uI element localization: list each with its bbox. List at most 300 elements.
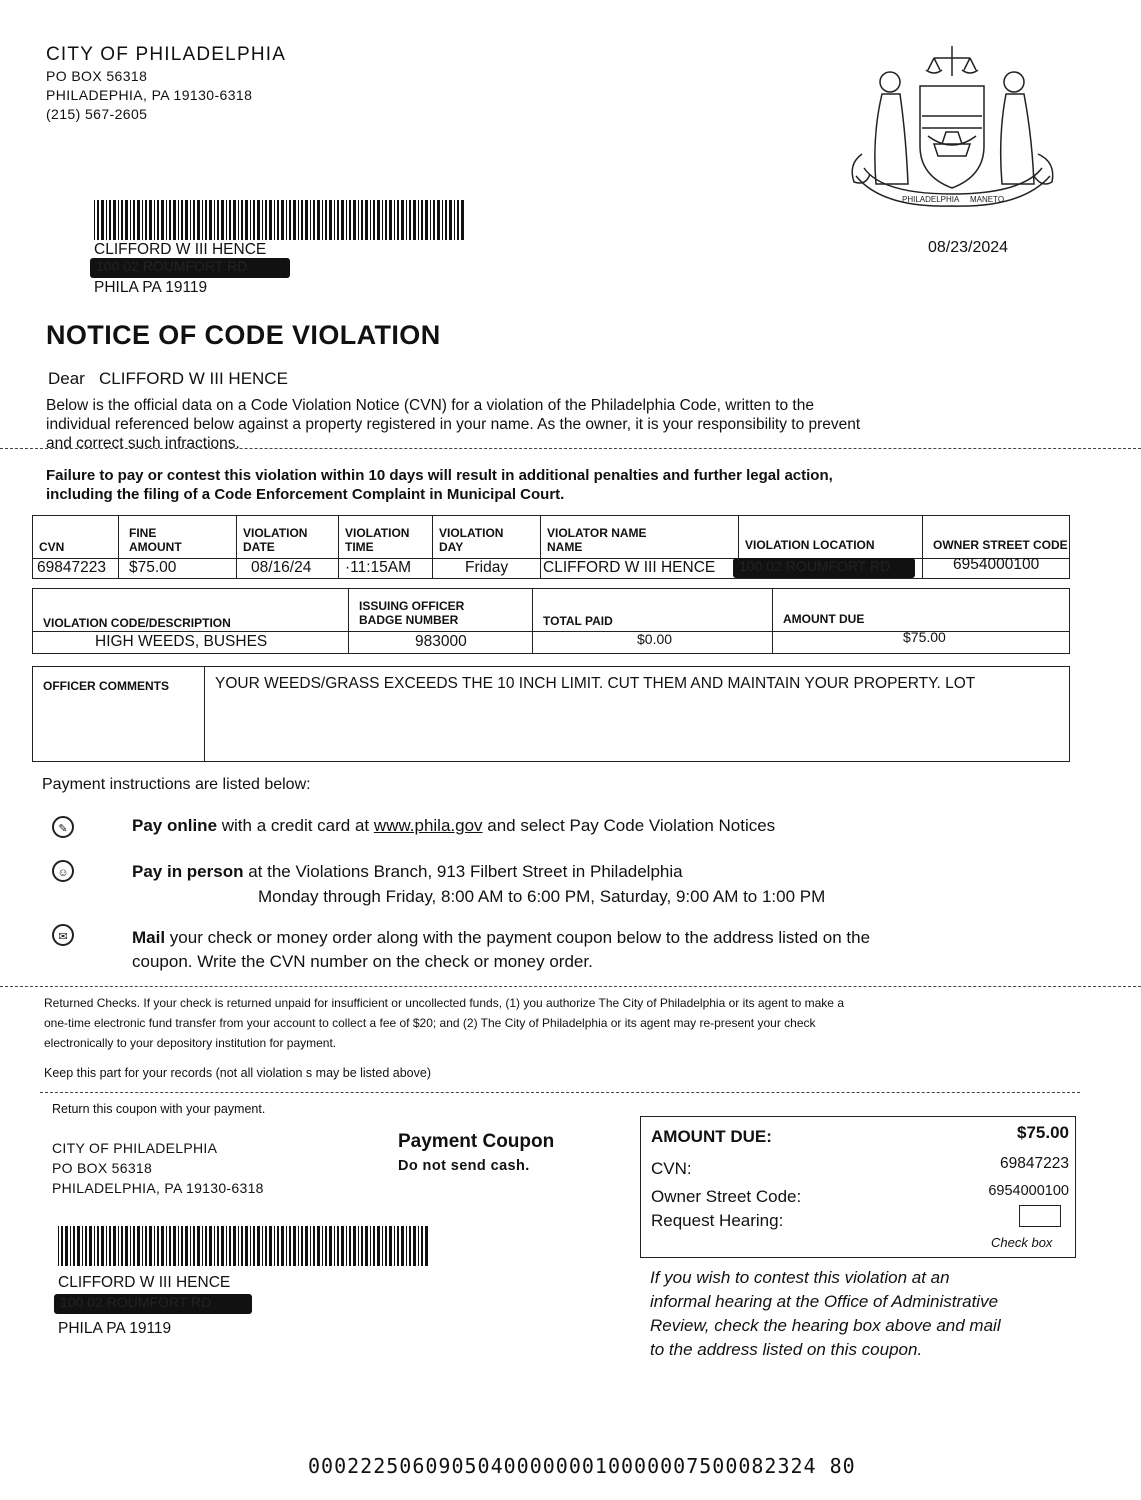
pay-person-bold: Pay in person xyxy=(132,862,244,881)
returned-line-2: one-time electronic fund transfer from your account to collect a fee of $20; and (2) The City of Philadelphia or its agent may re-present your check xyxy=(44,1016,816,1030)
barcode-bar xyxy=(166,200,167,240)
barcode-bar xyxy=(233,200,236,240)
amount-due-row xyxy=(651,1123,1069,1147)
barcode-bar xyxy=(106,200,107,240)
barcode-bar xyxy=(257,200,260,240)
barcode-bar xyxy=(370,1226,371,1266)
barcode-bar xyxy=(161,200,164,240)
barcode-bar xyxy=(413,1226,416,1266)
barcode-bar xyxy=(317,1226,320,1266)
barcode-bar xyxy=(437,200,440,240)
barcode-bar xyxy=(425,1226,428,1266)
pay-online-text-2: and select Pay Code Violation Notices xyxy=(482,816,776,835)
barcode-bar xyxy=(221,200,224,240)
barcode-bar xyxy=(149,200,152,240)
pay-mail-bold: Mail xyxy=(132,928,166,947)
barcode-bar xyxy=(418,200,419,240)
header-date-2: DATE xyxy=(243,540,275,554)
barcode-bar xyxy=(226,1226,227,1266)
barcode-bar xyxy=(289,200,291,240)
barcode-bar xyxy=(394,1226,395,1266)
intro-line-3: and correct such infractions. xyxy=(46,435,240,452)
value-owner-street-code: 6954000100 xyxy=(953,556,1040,573)
barcode-bar xyxy=(125,200,128,240)
barcode-bar xyxy=(361,200,363,240)
barcode-bar xyxy=(97,200,99,240)
barcode-bar xyxy=(190,1226,191,1266)
redacted-street-text: 100 02 ROUMFORT RD xyxy=(96,258,248,274)
value-due: $75.00 xyxy=(903,629,946,645)
violation-table xyxy=(32,515,1070,579)
barcode-bar xyxy=(145,1226,147,1266)
pay-person-text: at the Violations Branch, 913 Filbert Street in Philadelphia xyxy=(243,862,683,881)
barcode-bar xyxy=(409,1226,411,1266)
coupon-osc-row xyxy=(651,1183,1069,1207)
salutation xyxy=(48,369,288,389)
barcode-bar xyxy=(317,200,320,240)
barcode-bar xyxy=(329,1226,332,1266)
barcode-bar xyxy=(389,1226,392,1266)
barcode-bar xyxy=(262,1226,263,1266)
barcode-bar xyxy=(457,200,459,240)
barcode-bar xyxy=(298,200,299,240)
barcode-bar xyxy=(289,1226,291,1266)
barcode-bar xyxy=(274,200,275,240)
barcode-bar xyxy=(209,1226,212,1266)
pay-in-person xyxy=(132,862,683,882)
barcode-bar xyxy=(214,1226,215,1266)
barcode-bar xyxy=(257,1226,260,1266)
barcode-bar xyxy=(293,200,296,240)
barcode-bar xyxy=(277,200,279,240)
barcode-bar xyxy=(454,200,455,240)
value-badge: 983000 xyxy=(415,633,467,650)
col-location xyxy=(739,516,923,578)
scan-line: 000222506090504000000010000007500082324 80 xyxy=(308,1454,856,1478)
barcode-bar xyxy=(113,200,116,240)
barcode-bar xyxy=(253,200,255,240)
header-badge-2: BADGE NUMBER xyxy=(359,613,459,627)
header-name-2: NAME xyxy=(547,540,583,554)
barcode-bar xyxy=(286,1226,287,1266)
barcode-bar xyxy=(310,1226,311,1266)
barcode-bar xyxy=(169,200,171,240)
barcode-bar xyxy=(89,1226,92,1266)
barcode-bar xyxy=(365,1226,368,1266)
barcode-bar xyxy=(370,200,371,240)
barcode-bar xyxy=(197,1226,200,1266)
barcode-bar xyxy=(337,1226,339,1266)
barcode-bar xyxy=(301,200,303,240)
header-date-1: VIOLATION xyxy=(243,526,308,540)
pay-mail-text-1: your check or money order along with the payment coupon below to the address listed on the xyxy=(165,928,871,947)
barcode-bar xyxy=(94,1226,95,1266)
svg-text:MANETO: MANETO xyxy=(970,195,1005,204)
barcode-bar xyxy=(385,1226,387,1266)
barcode-bar xyxy=(325,200,327,240)
barcode-bar xyxy=(178,200,179,240)
notice-intro xyxy=(46,396,1106,453)
barcode-bar xyxy=(245,200,248,240)
barcode-bar xyxy=(73,1226,75,1266)
pay-by-mail xyxy=(132,926,870,974)
header-name-1: VIOLATOR NAME xyxy=(547,526,647,540)
barcode-bar xyxy=(70,1226,71,1266)
barcode-bar xyxy=(389,200,392,240)
barcode-bar xyxy=(313,1226,315,1266)
return-coupon-text: Return this coupon with your payment. xyxy=(52,1102,266,1116)
barcode-bar xyxy=(281,1226,284,1266)
payment-intro: Payment instructions are listed below: xyxy=(42,776,311,793)
addressee-city-line: PHILA PA 19119 xyxy=(94,279,208,296)
barcode-bar xyxy=(205,1226,207,1266)
barcode-bar xyxy=(377,200,380,240)
barcode-bar xyxy=(61,1226,63,1266)
contest-line-1: If you wish to contest this violation at an xyxy=(650,1268,950,1287)
coupon-address-3: PHILADELPHIA, PA 19130-6318 xyxy=(52,1180,264,1196)
barcode-bar xyxy=(293,1226,296,1266)
intro-line-1: Below is the official data on a Code Violation Notice (CVN) for a violation of the Philadelphia Code, written to the xyxy=(46,397,814,414)
barcode-bar xyxy=(221,1226,224,1266)
barcode-bar xyxy=(373,1226,375,1266)
barcode-bar xyxy=(262,200,263,240)
barcode-bar xyxy=(121,200,123,240)
barcode-bar xyxy=(409,200,411,240)
dear-label: Dear xyxy=(48,369,85,388)
barcode-bar xyxy=(401,1226,404,1266)
barcode-bar xyxy=(365,200,368,240)
barcode-bar xyxy=(406,1226,407,1266)
address-barcode xyxy=(94,200,466,240)
barcode-bar xyxy=(433,200,435,240)
coupon-cvn-value: 69847223 xyxy=(1000,1155,1069,1172)
header-code: VIOLATION CODE/DESCRIPTION xyxy=(43,616,231,630)
fold-line-2 xyxy=(0,986,1141,987)
coupon-cvn-row xyxy=(651,1155,1069,1179)
barcode-bar xyxy=(181,1226,183,1266)
barcode-bar xyxy=(361,1226,363,1266)
col-violator-name xyxy=(541,516,739,578)
svg-text:PHILADELPHIA: PHILADELPHIA xyxy=(902,195,960,204)
barcode-bar xyxy=(382,1226,383,1266)
barcode-bar xyxy=(385,200,387,240)
barcode-bar xyxy=(341,200,344,240)
coupon-osc-label: Owner Street Code: xyxy=(651,1187,802,1206)
col-fine xyxy=(119,516,237,578)
barcode-bar xyxy=(157,1226,159,1266)
barcode-bar xyxy=(149,1226,152,1266)
col-time xyxy=(339,516,433,578)
barcode-bar xyxy=(329,200,332,240)
phila-gov-link[interactable]: www.phila.gov xyxy=(373,816,483,835)
value-cvn: 69847223 xyxy=(37,559,106,576)
barcode-bar xyxy=(233,1226,236,1266)
coupon-barcode xyxy=(58,1226,434,1266)
returned-line-1: Returned Checks. If your check is returned unpaid for insufficient or uncollected funds, (1) you authorize The City of Philadelphia or its agent to make a xyxy=(44,996,844,1010)
coupon-address-1: CITY OF PHILADELPHIA xyxy=(52,1140,218,1156)
barcode-bar xyxy=(322,1226,323,1266)
warning-line-1: Failure to pay or contest this violation within 10 days will result in additional penalties and further legal action, xyxy=(46,467,833,484)
header-day-1: VIOLATION xyxy=(439,526,504,540)
barcode-bar xyxy=(82,1226,83,1266)
barcode-bar xyxy=(77,1226,80,1266)
sender-phone: (215) 567-2605 xyxy=(46,106,148,122)
pay-person-hours: Monday through Friday, 8:00 AM to 6:00 PM, Saturday, 9:00 AM to 1:00 PM xyxy=(258,887,826,906)
barcode-bar xyxy=(334,1226,335,1266)
barcode-bar xyxy=(382,200,383,240)
header-cvn: CVN xyxy=(39,540,65,554)
barcode-bar xyxy=(190,200,191,240)
barcode-bar xyxy=(142,1226,143,1266)
barcode-bar xyxy=(322,200,323,240)
barcode-bar xyxy=(193,200,195,240)
col-owner-street-code xyxy=(923,516,1069,578)
barcode-bar xyxy=(313,200,315,240)
barcode-bar xyxy=(373,200,375,240)
barcode-bar xyxy=(298,1226,299,1266)
barcode-bar xyxy=(65,1226,68,1266)
barcode-bar xyxy=(97,1226,99,1266)
barcode-bar xyxy=(305,200,308,240)
barcode-bar xyxy=(205,200,207,240)
col-date xyxy=(237,516,339,578)
barcode-bar xyxy=(101,1226,104,1266)
col-code xyxy=(33,589,349,653)
coupon-name: CLIFFORD W III HENCE xyxy=(58,1274,231,1291)
barcode-bar xyxy=(310,200,311,240)
sender-po-box: PO BOX 56318 xyxy=(46,68,148,84)
comments-text: YOUR WEEDS/GRASS EXCEEDS THE 10 INCH LIMIT. CUT THEM AND MAINTAIN YOUR PROPERTY. LOT xyxy=(215,675,976,692)
barcode-bar xyxy=(101,200,104,240)
mail-icon: ✉ xyxy=(52,924,74,946)
barcode-bar xyxy=(325,1226,327,1266)
barcode-bar xyxy=(397,1226,399,1266)
contest-line-2: informal hearing at the Office of Administrative xyxy=(650,1292,999,1311)
notice-date: 08/23/2024 xyxy=(928,239,1009,256)
barcode-bar xyxy=(353,200,356,240)
warning-text xyxy=(46,466,1136,504)
barcode-bar xyxy=(421,200,423,240)
barcode-bar xyxy=(229,200,231,240)
barcode-bar xyxy=(346,1226,347,1266)
fold-line xyxy=(0,448,1141,449)
barcode-bar xyxy=(334,200,335,240)
header-time-1: VIOLATION xyxy=(345,526,410,540)
barcode-bar xyxy=(118,1226,119,1266)
barcode-bar xyxy=(250,1226,251,1266)
barcode-bar xyxy=(353,1226,356,1266)
barcode-bar xyxy=(250,200,251,240)
header-fine-2: AMOUNT xyxy=(129,540,182,554)
header-time-2: TIME xyxy=(345,540,374,554)
barcode-bar xyxy=(166,1226,167,1266)
barcode-bar xyxy=(337,200,339,240)
barcode-bar xyxy=(145,200,147,240)
barcode-bar xyxy=(113,1226,116,1266)
barcode-bar xyxy=(241,200,243,240)
warning-line-2: including the filing of a Code Enforcement Complaint in Municipal Court. xyxy=(46,486,565,503)
barcode-bar xyxy=(217,200,219,240)
value-violator-name: CLIFFORD W III HENCE xyxy=(543,559,716,576)
sender-city: CITY OF PHILADELPHIA xyxy=(46,44,287,65)
value-paid: $0.00 xyxy=(637,631,673,647)
barcode-bar xyxy=(445,200,447,240)
barcode-bar xyxy=(185,200,188,240)
tear-line xyxy=(40,1092,1080,1093)
barcode-bar xyxy=(214,200,215,240)
value-time: ·11:15AM xyxy=(345,559,412,576)
header-owner-street-code: OWNER STREET CODE xyxy=(933,538,1068,552)
col-cvn xyxy=(33,516,119,578)
amount-due-value: $75.00 xyxy=(1017,1123,1069,1142)
barcode-bar xyxy=(442,200,443,240)
coupon-osc-value: 6954000100 xyxy=(988,1183,1069,1199)
pay-online-bold: Pay online xyxy=(132,816,218,835)
col-day xyxy=(433,516,541,578)
redacted-location xyxy=(733,558,915,578)
barcode-bar xyxy=(341,1226,344,1266)
value-day: Friday xyxy=(465,559,509,576)
header-due: AMOUNT DUE xyxy=(783,612,865,626)
barcode-bar xyxy=(202,200,203,240)
barcode-bar xyxy=(118,200,119,240)
coupon-cvn-label: CVN: xyxy=(651,1159,692,1178)
barcode-bar xyxy=(430,200,431,240)
value-code: HIGH WEEDS, BUSHES xyxy=(95,633,268,650)
barcode-bar xyxy=(130,1226,131,1266)
pay-mail-text-2: coupon. Write the CVN number on the check or money order. xyxy=(132,952,593,971)
barcode-bar xyxy=(241,1226,243,1266)
contest-line-3: Review, check the hearing box above and mail xyxy=(650,1316,1001,1335)
header-day-2: DAY xyxy=(439,540,464,554)
returned-checks-text xyxy=(44,993,1124,1053)
barcode-bar xyxy=(125,1226,128,1266)
officer-comments-box xyxy=(32,666,1070,762)
barcode-bar xyxy=(358,200,359,240)
barcode-bar xyxy=(305,1226,308,1266)
coupon-amount-box xyxy=(640,1116,1076,1258)
barcode-bar xyxy=(109,1226,111,1266)
barcode-bar xyxy=(449,200,452,240)
coupon-redacted-street-text: 100 02 ROUMFORT RD xyxy=(60,1294,212,1310)
barcode-bar xyxy=(277,1226,279,1266)
barcode-bar xyxy=(154,200,155,240)
barcode-bar xyxy=(137,200,140,240)
barcode-bar xyxy=(58,1226,59,1266)
request-hearing-row xyxy=(651,1211,1069,1231)
barcode-bar xyxy=(173,1226,176,1266)
barcode-bar xyxy=(226,200,227,240)
barcode-bar xyxy=(238,1226,239,1266)
col-due xyxy=(773,589,1069,653)
barcode-bar xyxy=(197,200,200,240)
barcode-bar xyxy=(142,200,143,240)
comments-label: OFFICER COMMENTS xyxy=(43,679,169,693)
barcode-bar xyxy=(178,1226,179,1266)
barcode-bar xyxy=(85,1226,87,1266)
barcode-bar xyxy=(425,200,428,240)
barcode-bar xyxy=(358,1226,359,1266)
request-hearing-label: Request Hearing: xyxy=(651,1211,784,1230)
header-paid: TOTAL PAID xyxy=(543,614,613,628)
barcode-bar xyxy=(413,200,416,240)
request-hearing-checkbox[interactable] xyxy=(1019,1205,1061,1227)
pay-online-text-1: with a credit card at xyxy=(217,816,374,835)
barcode-bar xyxy=(265,200,267,240)
barcode-bar xyxy=(229,1226,231,1266)
barcode-bar xyxy=(137,1226,140,1266)
barcode-bar xyxy=(253,1226,255,1266)
coupon-address xyxy=(52,1138,264,1198)
col-badge xyxy=(349,589,533,653)
barcode-bar xyxy=(265,1226,267,1266)
barcode-bar xyxy=(94,200,95,240)
coupon-redacted-street xyxy=(54,1294,252,1314)
barcode-bar xyxy=(202,1226,203,1266)
coupon-city-line: PHILA PA 19119 xyxy=(58,1320,172,1337)
value-date: 08/16/24 xyxy=(251,559,312,576)
city-seal-icon xyxy=(842,36,1064,220)
barcode-bar xyxy=(377,1226,380,1266)
barcode-bar xyxy=(169,1226,171,1266)
barcode-bar xyxy=(154,1226,155,1266)
pay-online xyxy=(132,816,775,836)
comments-label-cell xyxy=(33,667,205,761)
barcode-bar xyxy=(106,1226,107,1266)
credit-card-icon: ✎ xyxy=(52,816,74,838)
barcode-bar xyxy=(121,1226,123,1266)
contest-instructions xyxy=(650,1266,1001,1362)
amount-due-label: AMOUNT DUE: xyxy=(651,1127,772,1146)
barcode-bar xyxy=(161,1226,164,1266)
barcode-bar xyxy=(286,200,287,240)
person-icon: ☺ xyxy=(52,860,74,882)
barcode-bar xyxy=(301,1226,303,1266)
barcode-bar xyxy=(349,200,351,240)
barcode-bar xyxy=(406,200,407,240)
barcode-bar xyxy=(269,1226,272,1266)
coupon-address-2: PO BOX 56318 xyxy=(52,1160,153,1176)
barcode-bar xyxy=(269,200,272,240)
barcode-bar xyxy=(346,200,347,240)
checkbox-label: Check box xyxy=(991,1235,1053,1250)
barcode-bar xyxy=(185,1226,188,1266)
header-fine-1: FINE xyxy=(129,526,157,540)
violation-detail-table xyxy=(32,588,1070,654)
sender-city-state-zip: PHILADEPHIA, PA 19130-6318 xyxy=(46,87,253,103)
coupon-title: Payment Coupon xyxy=(398,1131,555,1152)
contest-line-4: to the address listed on this coupon. xyxy=(650,1340,923,1359)
barcode-bar xyxy=(133,200,135,240)
value-fine: $75.00 xyxy=(129,559,177,576)
barcode-bar xyxy=(461,200,464,240)
barcode-bar xyxy=(274,1226,275,1266)
header-badge-1: ISSUING OFFICER xyxy=(359,599,465,613)
col-paid xyxy=(533,589,773,653)
addressee-name: CLIFFORD W III HENCE xyxy=(94,241,267,258)
coupon-subtitle: Do not send cash. xyxy=(398,1158,530,1174)
header-location: VIOLATION LOCATION xyxy=(745,538,875,552)
barcode-bar xyxy=(401,200,404,240)
barcode-bar xyxy=(157,200,159,240)
barcode-bar xyxy=(238,200,239,240)
barcode-bar xyxy=(130,200,131,240)
barcode-bar xyxy=(397,200,399,240)
redacted-street-address xyxy=(90,258,290,278)
barcode-bar xyxy=(394,200,395,240)
barcode-bar xyxy=(109,200,111,240)
intro-line-2: individual referenced below against a property registered in your name. As the owner, it is your responsibility to prevent xyxy=(46,416,861,433)
